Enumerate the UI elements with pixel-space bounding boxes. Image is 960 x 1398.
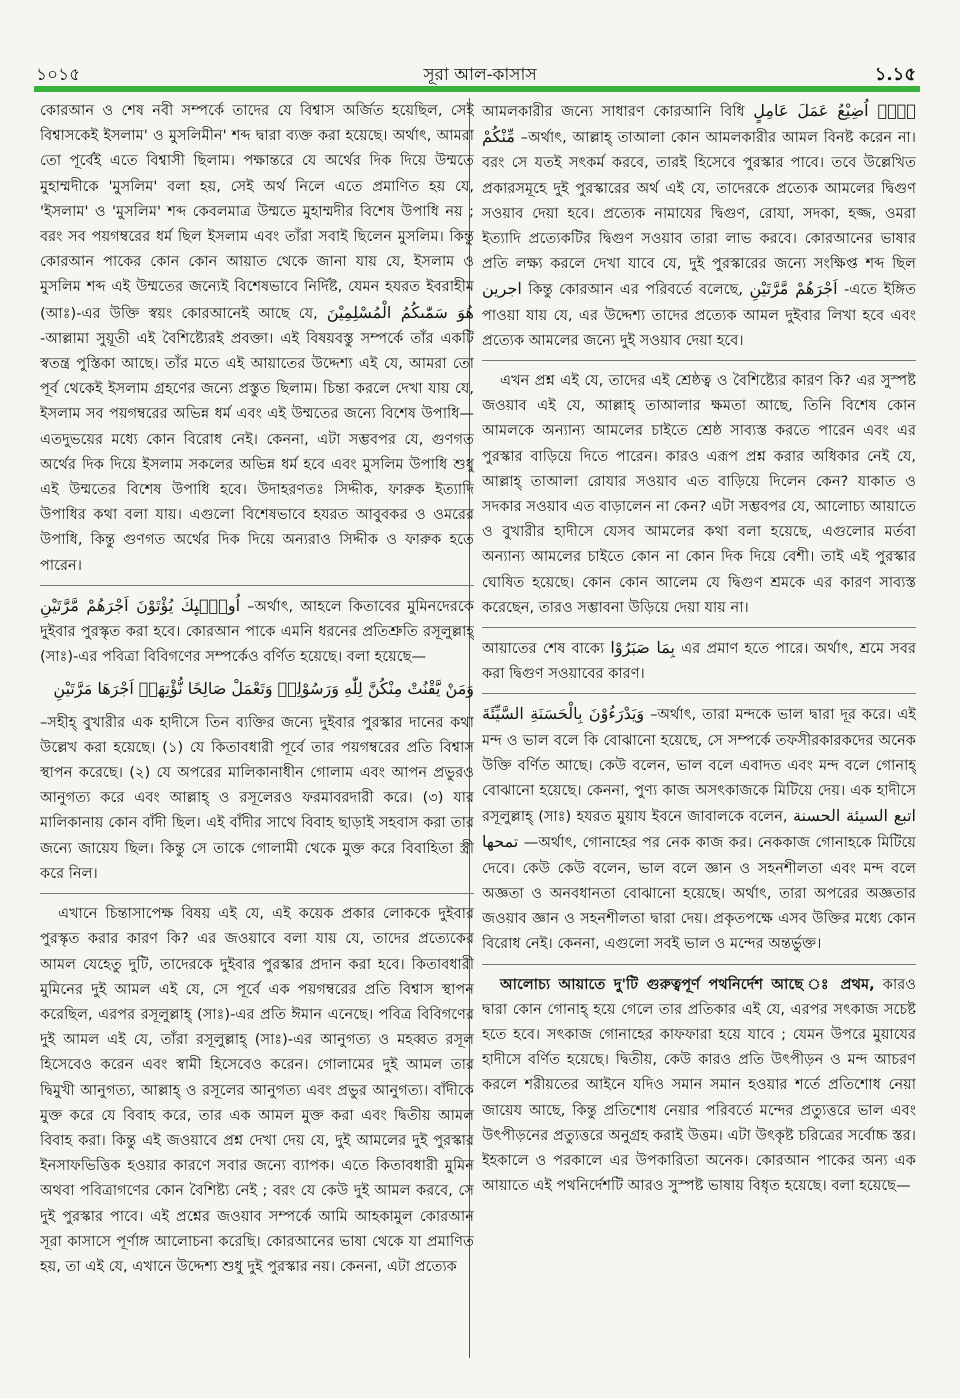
right-paragraph-3	[482, 635, 916, 686]
left-paragraph-3	[40, 710, 474, 886]
right-p5-text: কারও দ্বারা কোন গোনাহ্ হয়ে গেলে তার প্রতিকার এই যে, এরপর সৎকাজ সচেষ্ট হতে হবে। সৎকাজ গোনাহের কাফফারা হয়ে যাবে ; যেমন উপরে মুয়াযের হাদীসে বর্ণিত হয়েছে। দ্বিতীয়, কেউ কারও প্রতি উৎপীড়ন ও মন্দ আচরণ করলে শরীয়তের আইনে যদিও সমান সমান হওয়ার শর্তে প্রতিশোধ নেয়া জায়েয আছে, কিন্তু প্রতিশোধ নেয়ার পরিবর্তে মন্দের প্রত্যুত্তরে ভাল এবং উৎপীড়নের প্রত্যুত্তরে অনুগ্রহ করাই উত্তম। এটা উৎকৃষ্ট চরিত্রের সর্বোচ্চ স্তর। ইহকালে ও পরকালে এর উপকারিতা অনেক। কোরআন পাকের অন্য এক আয়াতে এই পথনির্দেশটি আরও সুস্পষ্ট ভাষায় বিধৃত হয়েছে। বলা হয়েছে—	[482, 975, 916, 1195]
left-paragraph-1	[40, 98, 474, 578]
right-p4-tail: —অর্থাৎ, গোনাহের পর নেক কাজ কর। নেককাজ গোনাহকে মিটিয়ে দেবে। কেউ কেউ বলেন, ভাল বলে জ্ঞান ও সহনশীলতা এবং মন্দ বলে অজ্ঞতা ও অনবধানতা বোঝানো হয়েছে। অর্থাৎ, তারা অপরের অজ্ঞতার জওয়াব জ্ঞান ও সহনশীলতা দ্বারা দেয়। প্রকৃতপক্ষে এসব উক্তির মধ্যে কোন বিরোধ নেই। কেননা, এগুলো সবই ভাল ও মন্দের অন্তর্ভুক্ত।	[482, 834, 916, 953]
right-paragraph-1	[482, 98, 916, 353]
page-header	[28, 58, 932, 88]
left-paragraph-4	[40, 901, 474, 1279]
left-p3-arabic: وَمَنْ يَّقْنُتْ مِنْكُنَّ لِلّٰهِ وَرَسُوْلِهٖ وَتَعْمَلْ صَالِحًا نُّؤْتِهَاۤ اَجْرَهَا مَرَّتَيْنِ	[53, 679, 474, 699]
header-green-rule	[34, 86, 920, 92]
page-number-right: ১.১৫	[874, 64, 916, 85]
left-p4-text: এখানে চিন্তাসাপেক্ষ বিষয় এই যে, এই কয়েক প্রকার লোককে দুইবার পুরস্কৃত করার কারণ কি? এর জওয়াবে বলা যায় যে, তাদের প্রত্যেকের আমল যেহেতু দুটি, তাদেরকে দুইবার পুরস্কার প্রদান করা হবে। কিতাবধারী মুমিনের দুই আমল এই যে, সে পূর্বে এক পয়গম্বরের প্রতি বিশ্বাস স্থাপন করেছিল, এরপর রসূলুল্লাহ্ (সাঃ)-এর প্রতি ঈমান এনেছে। পবিত্র বিবিগণের দুই আমল এই যে, তাঁরা রসূলুল্লাহ্ (সাঃ)-এর আনুগত্য ও মহব্বত রসূল হিসেবেও করেন এবং স্বামী হিসেবেও করেন। গোলামের দুই আমল তার দ্বিমুখী আনুগত্য, আল্লাহ্ ও রসূলের আনুগত্য এবং প্রভুর আনুগত্য। বাঁদীকে মুক্ত করে যে বিবাহ করে, তার এক আমল মুক্ত করা এবং দ্বিতীয় আমল বিবাহ করা। কিন্তু এই জওয়াবে প্রশ্ন দেখা দেয় যে, দুই আমলের দুই পুরস্কার ইনসাফভিত্তিক হওয়ার কারণে সবার জন্যে ব্যাপক। এতে কিতাবধারী মুমিন অথবা পবিত্রাগণের কোন বৈশিষ্ট্য নেই ; বরং যে কেউ দুই আমল করবে, সে দুই পুরস্কার পাবে। এই প্রশ্নের জওয়াব সম্পর্কে আমি আহকামুল কোরআন সূরা কাসাসে পূর্ণাঙ্গ আলোচনা করেছি। কোরআনের ভাষা থেকে যা প্রমাণিত হয়, তা এই যে, এখানে উদ্দেশ্য শুধু দুই পুরস্কার নয়। কেননা, এটা প্রত্যেক	[40, 905, 474, 1275]
right-p4-arabic-2: اتبع السيئة الحسنة تمحها	[482, 806, 916, 852]
left-arabic-verse	[40, 676, 474, 702]
section-separator	[482, 360, 916, 361]
right-p1-arabic-2: اجرين	[482, 279, 522, 299]
right-p3-arabic: بِمَا صَبَرُوْا	[610, 638, 675, 658]
section-separator	[40, 893, 474, 894]
right-p2-text: এখন প্রশ্ন এই যে, তাদের এই শ্রেষ্ঠত্ব ও বৈশিষ্ট্যের কারণ কি? এর সুস্পষ্ট জওয়াব এই যে, আল্লাহ্ তাআলার ক্ষমতা আছে, তিনি বিশেষ কোন আমলকে অন্যান্য আমলের চাইতে শ্রেষ্ঠ সাব্যস্ত করতে পারেন এবং এর পুরস্কার বাড়িয়ে দিতে পারেন। কারও এরূপ প্রশ্ন করার অধিকার নেই যে, আল্লাহ্ তাআলা রোযার সওয়াব এত বাড়িয়ে দিলেন কেন? যাকাত ও সদকার সওয়াব এত বাড়ালেন না কেন? এটা সম্ভবপর যে, আলোচ্য আয়াতে ও বুখারীর হাদীসে যেসব আমলের কথা বলা হয়েছে, এগুলোর মর্তবা অন্যান্য আমলের চাইতে কোন না কোন দিক দিয়ে বেশী। তাই এই পুরস্কার ঘোষিত হয়েছে। কোন কোন আলেম যে দ্বিগুণ শ্রমকে এর কারণ সাব্যস্ত করেছেন, তারও সম্ভাবনা উড়িয়ে দেয়া যায় না।	[482, 372, 916, 616]
page-number-bengali: ১০১৫	[36, 65, 81, 85]
right-p1-mid: কিন্তু কোরআন এর পরিবর্তে বলেছে,	[528, 281, 744, 299]
right-p4-text: –অর্থাৎ, তারা মন্দকে ভাল দ্বারা দূর করে। এই মন্দ ও ভাল বলে কি বোঝানো হয়েছে, সে সম্পর্কে তফসীরকারকদের অনেক উক্তি বর্ণিত আছে। কেউ বলেন, ভাল বলে এবাদত এবং মন্দ বলে গোনাহ্ বোঝানো হয়েছে। কেননা, পুণ্য কাজ অসৎকাজকে মিটিয়ে দেয়। এক হাদীসে রসূলুল্লাহ্ (সাঃ) হযরত মুয়ায ইবনে জাবালকে বলেন,	[482, 706, 916, 826]
right-paragraph-4	[482, 701, 916, 956]
section-separator	[482, 627, 916, 628]
section-separator	[482, 964, 916, 965]
surah-title: সূরা আল-কাসাস	[423, 65, 537, 85]
right-p1-arabic: لَاۤ اُضِيْعُ عَمَلَ عَامِلٍ مِّنْكُمْ	[482, 101, 916, 147]
right-p3-text: এর প্রমাণ হতে পারে। অর্থাৎ, শ্রমে সবর করা দ্বিগুণ সওয়াবের কারণ।	[482, 640, 916, 683]
right-p5-bold-lead: আলোচ্য আয়াতে দু'টি গুরুত্বপূর্ণ পথনির্দেশ আছে ঃ প্রথম,	[500, 975, 875, 993]
right-p1-arabic-3: اَجْرَهُمْ مَّرَّتَيْنِ	[749, 279, 838, 299]
right-paragraph-5	[482, 972, 916, 1199]
left-p2-text: –অর্থাৎ, আহলে কিতাবের মুমিনদেরকে দুইবার পুরস্কৃত করা হবে। কোরআন পাকে এমনি ধরনের প্রতিশ্রুতি রসূলুল্লাহ্ (সাঃ)-এর পবিত্রা বিবিগণের সম্পর্কেও বর্ণিত হয়েছে। বলা হয়েছে—	[40, 597, 474, 666]
left-p1-tail: -আল্লামা সুয়ূতী এই বৈশিষ্ট্যেরই প্রবক্তা। এই বিষয়বস্তু সম্পর্কে তাঁর একটি স্বতন্ত্র পুস্তিকা আছে। তাঁর মতে এই আয়াতের উদ্দেশ্য এই যে, আমরা তো পূর্ব থেকেই ইসলাম গ্রহণের জন্যে প্রস্তুত ছিলাম। চিন্তা করলে দেখা যায় যে, ইসলাম সব পয়গম্বরের অভিন্ন ধর্ম এবং এই উম্মতের জন্যে বিশেষ উপাধি— এতদুভয়ের মধ্যে কোন বিরোধ নেই। কেননা, এটা সম্ভবপর যে, গুণগত অর্থের দিক দিয়ে ইসলাম সকলের অভিন্ন ধর্ম হবে এবং মুসলিম উপাধি শুধু এই উম্মতের বিশেষ উপাধি হবে। উদাহরণতঃ সিদ্দীক, ফারুক ইত্যাদি উপাধির কথা বলা যায়। এগুলো বিশেষভাবে হযরত আবুবকর ও ওমরের উপাধি, কিন্তু গুণগত অর্থের দিক দিয়ে অন্যরাও সিদ্দীক ও ফারুক হতে পারেন।	[40, 329, 474, 574]
right-p1-head: আমলকারীর জন্যে সাধারণ কোরআনি বিধি	[482, 103, 745, 120]
left-paragraph-2	[40, 593, 474, 670]
right-column	[482, 98, 916, 1358]
section-separator	[40, 585, 474, 586]
left-column	[40, 98, 474, 1358]
right-paragraph-2	[482, 368, 916, 620]
section-separator	[482, 693, 916, 694]
left-p1-text: কোরআন ও শেষ নবী সম্পর্কে তাদের যে বিশ্বাস অর্জিত হয়েছিল, সেই বিশ্বাসকেই ইসলাম' ও মুসলিমীন' শব্দ দ্বারা ব্যক্ত করা হয়েছে। অর্থাৎ, আমরা তো পূর্বেই এতে বিশ্বাসী ছিলাম। পক্ষান্তরে যে অর্থের দিক দিয়ে উম্মতে মুহাম্মদীকে 'মুসলিম' বলা হয়, সেই অর্থ নিলে এতে প্রমাণিত হয় যে, 'ইসলাম' ও 'মুসলিম' শব্দ কেবলমাত্র উম্মতে মুহাম্মদীর বিশেষ উপাধি নয় ; বরং সব পয়গম্বরের ধর্ম ছিল ইসলাম এবং তাঁরা সবাই ছিলেন মুসলিম। কিন্তু কোরআন পাকের কোন কোন আয়াত থেকে জানা যায় যে, ইসলাম ও মুসলিম শব্দ এই উম্মতের জন্যেই বিশেষভাবে নির্দিষ্ট, যেমন হযরত ইবরাহীম (আঃ)-এর উক্তি স্বয়ং কোরআনেই আছে যে,	[40, 102, 474, 322]
left-p2-arabic: اُولٰۤىِٕكَ يُؤْتَوْنَ اَجْرَهُمْ مَّرَّتَيْنِ	[40, 595, 241, 615]
right-p1-text: –অর্থাৎ, আল্লাহ্ তাআলা কোন আমলকারীর আমল বিনষ্ট করেন না। বরং সে যতই সৎকর্ম করবে, তারই হিসেবে পুরস্কার পাবে। তবে উল্লেখিত প্রকারসমূহে দুই পুরস্কারের অর্থ এই যে, তাদেরকে প্রত্যেক আমলের দ্বিগুণ সওয়াব দেয়া হবে। প্রত্যেক নামাযের দ্বিগুণ, রোযা, সদকা, হজ্জ, ওমরা ইত্যাদি প্রত্যেকটির দ্বিগুণ সওয়াব তারা লাভ করবে। কোরআনের ভাষার প্রতি লক্ষ্য করলে দেখা যাবে যে, দুই পুরস্কারের জন্যে সংক্ষিপ্ত শব্দ ছিল	[482, 129, 916, 273]
right-p1-tail: -এতে ইঙ্গিত পাওয়া যায় যে, এর উদ্দেশ্য তাদের প্রত্যেক আমল দুইবার লিখা হবে এবং প্রত্যেক আমলের জন্যে দুই সওয়াব দেয়া হবে।	[482, 281, 916, 349]
left-p3-text: –সহীহ্ বুখারীর এক হাদীসে তিন ব্যক্তির জন্যে দুইবার পুরস্কার দানের কথা উল্লেখ করা হয়েছে। (১) যে কিতাবধারী পূর্বে তার পয়গম্বরের প্রতি বিশ্বাস স্থাপন করেছে। (২) যে অপরের মালিকানাধীন গোলাম এবং আপন প্রভুরও আনুগত্য করে এবং আল্লাহ্ ও রসূলেরও ফরমাবরদারী করে। (৩) যার মালিকানায় কোন বাঁদী ছিল। এই বাঁদীর সাথে বিবাহ ছাড়াই সহবাস করা তার জন্যে জায়েয ছিল। কিন্তু সে তাকে গোলামী থেকে মুক্ত করে বিবাহিতা স্ত্রী করে নিল।	[40, 713, 474, 882]
right-p3-head: আয়াতের শেষ বাক্যে	[482, 640, 605, 658]
right-p4-arabic: وَيَدْرَءُوْنَ بِالْحَسَنَةِ السَّيِّئَةَ	[482, 704, 645, 724]
left-p1-arabic: هُوَ سَمّٰىكُمُ الْمُسْلِمِيْنَ	[326, 302, 474, 322]
